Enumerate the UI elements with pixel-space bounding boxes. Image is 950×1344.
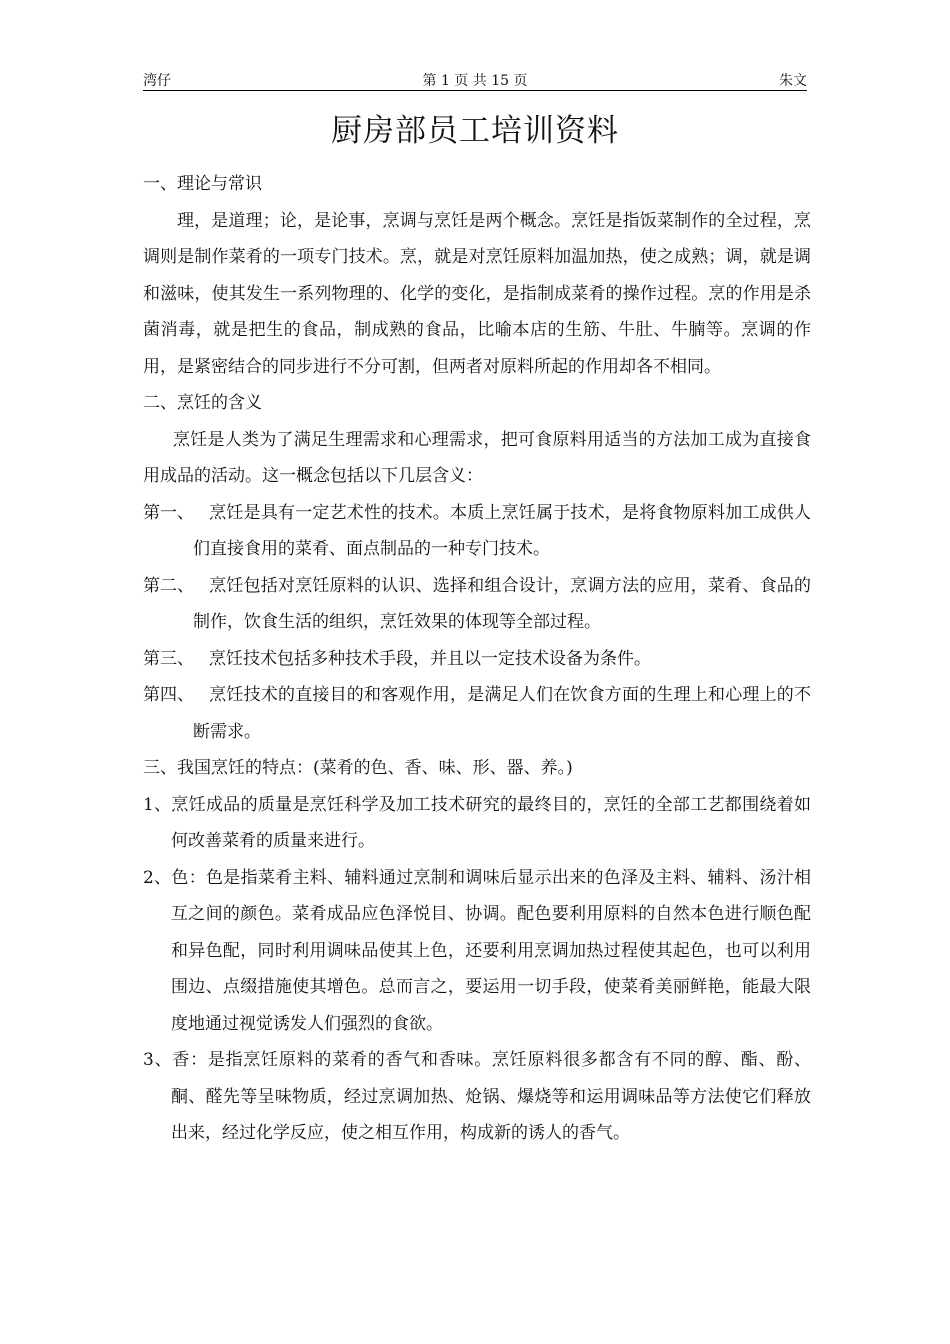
numbered-item: 1、烹饪成品的质量是烹饪科学及加工技术研究的最终目的，烹饪的全部工艺都围绕着如何改善菜肴的质量来进行。 <box>143 794 811 851</box>
section1-paragraph: 理，是道理；论，是论事，烹调与烹饪是两个概念。烹饪是指饭菜制作的全过程，烹调则是制作菜肴的一项专门技术。烹，就是对烹饪原料加温加热，使之成熟；调，就是调和滋味，使其发生一系列物理的、化学的变化，是指制成菜肴的操作过程。烹的作用是杀菌消毒，就是把生的食品，制成熟的食品，比喻本店的生筋、牛肚、牛腩等。烹调的作用，是紧密结合的同步进行不分可割，但两者对原料所起的作用却各不相同。 <box>143 210 811 377</box>
list-item <box>143 677 811 750</box>
header-right: 朱文 <box>779 73 807 89</box>
header-page-number: 第 1 页 共 15 页 <box>422 73 528 89</box>
list-item-text: 烹饪包括对烹饪原料的认识、选择和组合设计，烹调方法的应用，菜肴、食品的制作，饮食生活的组织，烹饪效果的体现等全部过程。 <box>193 575 811 632</box>
section1-heading: 一、理论与常识 <box>143 174 262 194</box>
section3-heading: 三、我国烹饪的特点：(菜肴的色、香、味、形、器、养。) <box>143 758 573 778</box>
page-header <box>143 70 807 91</box>
list-item-label: 第三、 <box>143 648 194 669</box>
list-item-text: 烹饪技术的直接目的和客观作用，是满足人们在饮食方面的生理上和心理上的不断需求。 <box>193 685 811 742</box>
list-item <box>143 568 811 641</box>
numbered-item: 2、色：色是指菜肴主料、辅料通过烹制和调味后显示出来的色泽及主料、辅料、汤汁相互之间的颜色。菜肴成品应色泽悦目、协调。配色要利用原料的自然本色进行顺色配和异色配，同时利用调味品使其上色，还要利用烹调加热过程使其起色，也可以利用围边、点缀措施使其增色。总而言之，要运用一切手段，使菜肴美丽鲜艳，能最大限度地通过视觉诱发人们强烈的食欲。 <box>143 867 811 1034</box>
header-left: 湾仔 <box>143 73 171 89</box>
list-item-text: 烹饪技术包括多种技术手段，并且以一定技术设备为条件。 <box>209 648 651 669</box>
list-item-label: 第二、 <box>143 575 194 596</box>
list-item-label: 第一、 <box>143 502 194 523</box>
section2-heading: 二、烹饪的含义 <box>143 393 262 413</box>
list-item <box>143 641 811 678</box>
document-body <box>143 166 811 1152</box>
numbered-item: 3、香：是指烹饪原料的菜肴的香气和香味。烹饪原料很多都含有不同的醇、酯、酚、酮、醛先等呈味物质，经过烹调加热、炝锅、爆烧等和运用调味品等方法使它们释放出来，经过化学反应，使之相互作用，构成新的诱人的香气。 <box>143 1050 811 1143</box>
section2-paragraph: 烹饪是人类为了满足生理需求和心理需求，把可食原料用适当的方法加工成为直接食用成品的活动。这一概念包括以下几层含义： <box>143 429 811 486</box>
list-item-text: 烹饪是具有一定艺术性的技术。本质上烹饪属于技术，是将食物原料加工成供人们直接食用的菜肴、面点制品的一种专门技术。 <box>193 502 811 559</box>
document-title: 厨房部员工培训资料 <box>331 113 619 149</box>
list-item <box>143 495 811 568</box>
list-item-label: 第四、 <box>143 685 194 705</box>
